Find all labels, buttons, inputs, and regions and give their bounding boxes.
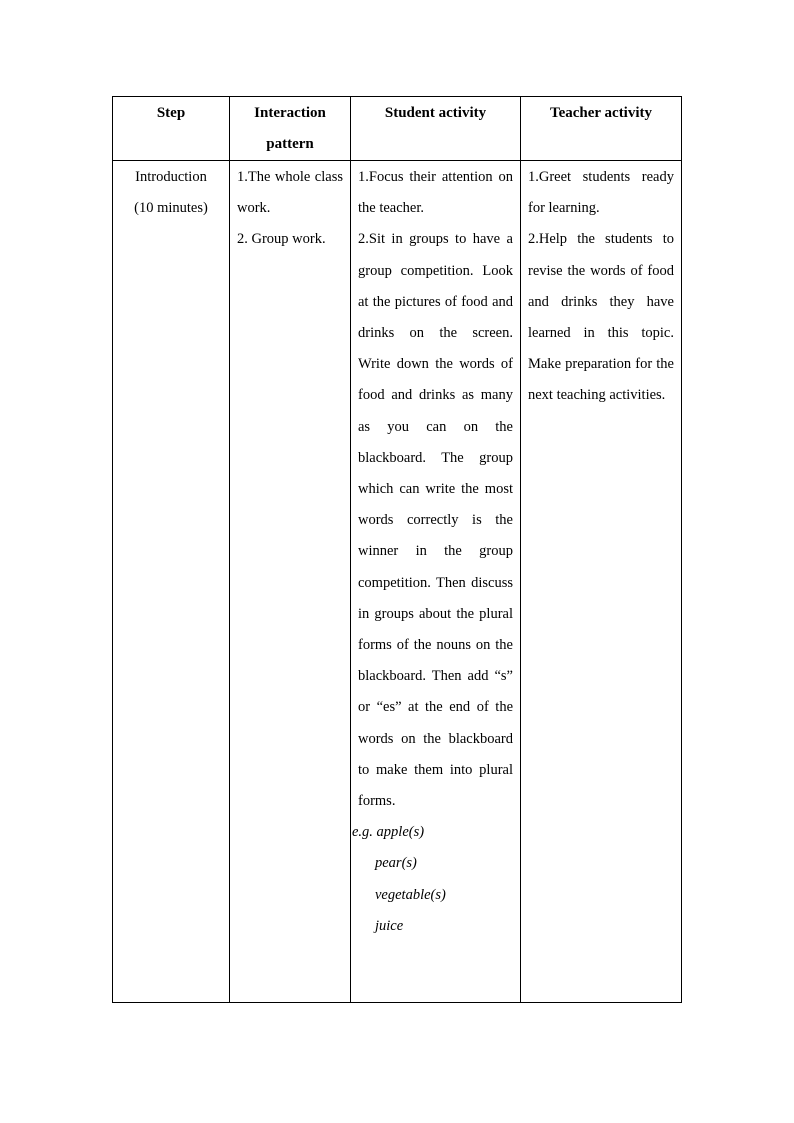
step-name: Introduction <box>135 169 207 185</box>
lesson-plan-table <box>112 96 682 1003</box>
step-duration: (10 minutes) <box>134 200 208 217</box>
header-interaction-pattern: Interaction pattern <box>230 97 351 161</box>
example-word: juice <box>375 917 404 934</box>
step-cell <box>113 161 230 1003</box>
interaction-pattern-cell <box>230 161 351 1003</box>
teacher-activity-paragraph: 1.Greet students ready for learning. <box>528 169 674 217</box>
interaction-pattern-item: 2. Group work. <box>237 231 326 248</box>
student-activity-cell <box>351 161 521 1003</box>
teacher-activity-paragraph: 2.Help the students to revise the words of food and drinks they have learned in this topic. Make preparation for the next teaching activities. <box>528 231 674 404</box>
table-header-row <box>113 97 682 161</box>
header-step: Step <box>113 97 230 161</box>
interaction-pattern-item: 1.The whole class work. <box>237 169 343 217</box>
student-activity-paragraph: 2.Sit in groups to have a group competition. Look at the pictures of food and drinks on the screen. Write down the words of food and drinks as many as you can on the blackboard. The group which can write the most words correctly is the winner in the group competition. Then discuss in groups about the plural forms of the nouns on the blackboard. Then add “s” or “es” at the end of the words on the blackboard to make them into plural forms. <box>358 231 513 810</box>
table-row <box>113 161 682 1003</box>
teacher-activity-cell <box>521 161 682 1003</box>
student-activity-paragraph: 1.Focus their attention on the teacher. <box>358 169 513 217</box>
example-word: e.g. apple(s) <box>352 824 425 841</box>
example-word: pear(s) <box>375 855 417 872</box>
header-student-activity: Student activity <box>351 97 521 161</box>
header-teacher-activity: Teacher activity <box>521 97 682 161</box>
example-word: vegetable(s) <box>375 886 446 903</box>
